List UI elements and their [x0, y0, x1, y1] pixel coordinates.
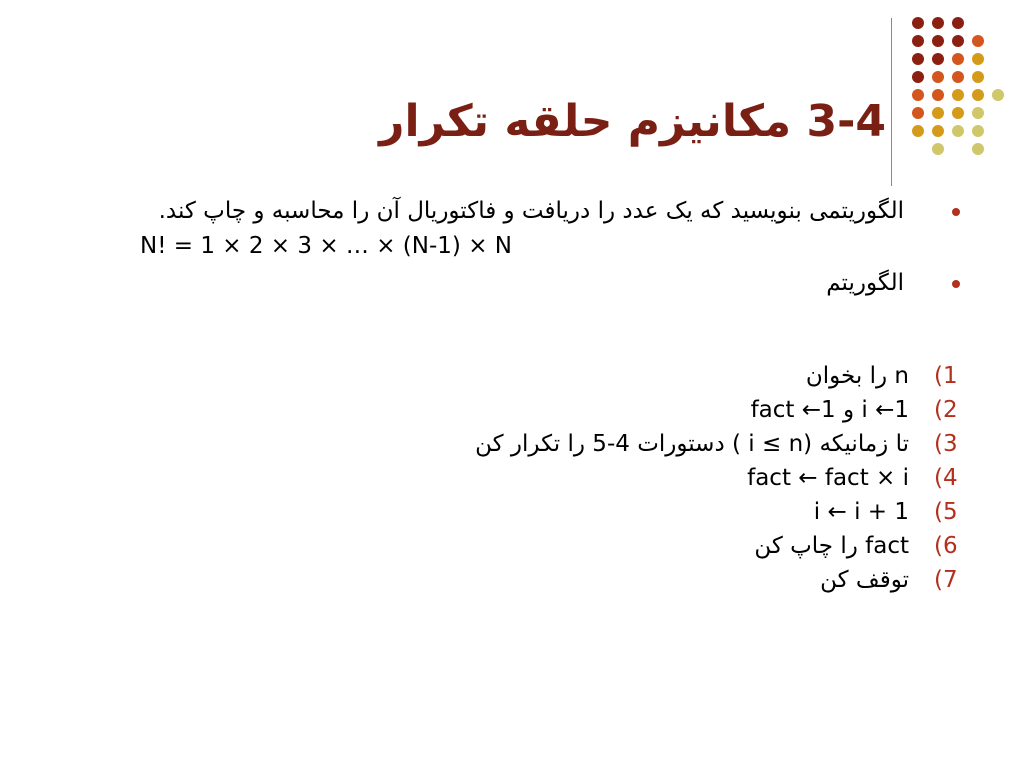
title-divider [891, 18, 892, 186]
slide-title: 3-4 مکانیزم حلقه تکرار [379, 96, 886, 147]
list-item [164, 529, 964, 563]
bullet-dot-icon [952, 280, 960, 288]
list-item [164, 495, 964, 529]
step-number: (5 [934, 499, 958, 525]
step-text: تا زمانیکه (i ≤ n ) دستورات 4-5 را تکرار کن [475, 431, 909, 457]
step-number: (2 [934, 397, 958, 423]
list-item [164, 427, 964, 461]
bullet-dot-icon [952, 208, 960, 216]
list-item [164, 359, 964, 393]
step-number: (3 [934, 431, 958, 457]
step-number: (7 [934, 567, 958, 593]
bullet-text: الگوریتمی بنویسید که یک عدد را دریافت و فاکتوریال آن را محاسبه و چاپ کند. [158, 198, 904, 224]
list-item [164, 563, 964, 597]
step-text: n را بخوان [805, 363, 909, 389]
bullet-item [140, 269, 960, 298]
bullet-item [140, 197, 960, 261]
list-item [164, 393, 964, 427]
step-number: (6 [934, 533, 958, 559]
content-body [140, 197, 960, 298]
step-number: (1 [934, 363, 958, 389]
bullet-text: الگوریتم [826, 270, 904, 296]
step-text: i ←1 و fact ←1 [750, 397, 909, 423]
step-text: i ← i + 1 [813, 499, 909, 525]
step-text: fact را چاپ کن [754, 533, 909, 559]
algorithm-steps [164, 359, 964, 597]
step-number: (4 [934, 465, 958, 491]
list-item [164, 461, 964, 495]
step-text: fact ← fact × i [747, 465, 909, 491]
step-text: توقف کن [820, 567, 909, 593]
decorative-dot-grid-icon [908, 17, 1008, 167]
factorial-formula: N! = 1 × 2 × 3 × … × (N-1) × N [140, 233, 512, 259]
